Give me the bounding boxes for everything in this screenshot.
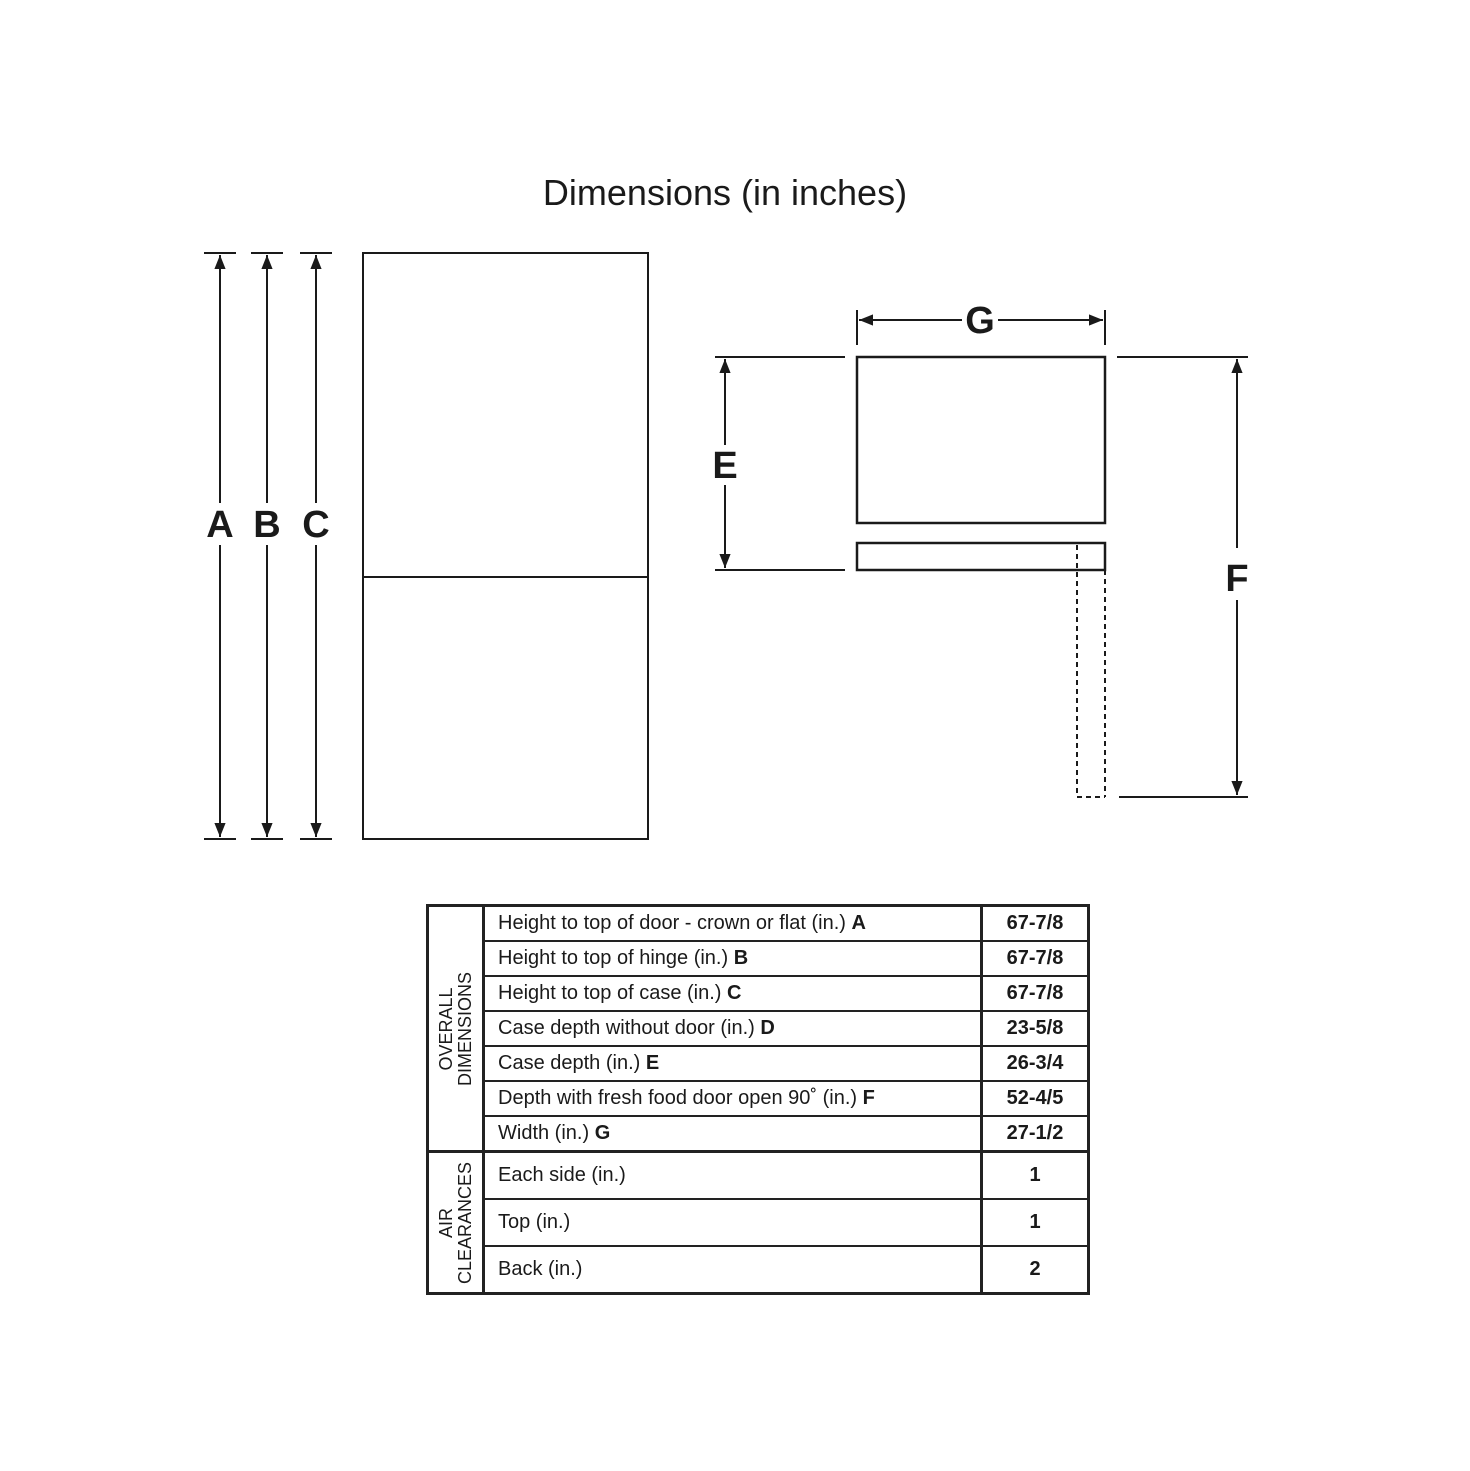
group-heading-air-clearances: AIR CLEARANCES xyxy=(428,1152,484,1294)
row-value: 26-3/4 xyxy=(982,1046,1089,1081)
row-value: 52-4/5 xyxy=(982,1081,1089,1116)
row-value: 67-7/8 xyxy=(982,906,1089,942)
case-top-outline xyxy=(857,357,1105,523)
dim-label-f: F xyxy=(1225,558,1249,600)
diagram-title: Dimensions (in inches) xyxy=(542,172,908,213)
row-label: Height to top of case (in.) C xyxy=(484,976,982,1011)
row-label: Height to top of door - crown or flat (in.) A xyxy=(484,906,982,942)
row-label: Case depth (in.) E xyxy=(484,1046,982,1081)
dim-label-e: E xyxy=(712,445,738,487)
top-dimension-lines xyxy=(715,310,1248,797)
row-value: 67-7/8 xyxy=(982,976,1089,1011)
row-label: Width (in.) G xyxy=(484,1116,982,1152)
table-row xyxy=(428,1246,1089,1294)
table-row xyxy=(428,976,1089,1011)
row-value: 27-1/2 xyxy=(982,1116,1089,1152)
row-value: 2 xyxy=(982,1246,1089,1294)
dim-label-b: B xyxy=(253,504,281,546)
table-row xyxy=(428,1116,1089,1152)
table-row xyxy=(428,1046,1089,1081)
row-value: 23-5/8 xyxy=(982,1011,1089,1046)
table-row xyxy=(428,1199,1089,1246)
row-label: Height to top of hinge (in.) B xyxy=(484,941,982,976)
height-dimension-lines xyxy=(204,253,332,839)
row-label: Top (in.) xyxy=(484,1199,982,1246)
row-value: 1 xyxy=(982,1199,1089,1246)
table-row xyxy=(428,1152,1089,1200)
door-top-outline xyxy=(857,543,1105,570)
specifications-table xyxy=(426,904,1090,1295)
group-heading-overall-dimensions: OVERALL DIMENSIONS xyxy=(428,906,484,1152)
front-view xyxy=(363,253,648,839)
table-row xyxy=(428,1011,1089,1046)
dim-label-a: A xyxy=(206,504,234,546)
table-row xyxy=(428,1081,1089,1116)
row-label: Each side (in.) xyxy=(484,1152,982,1200)
table-row xyxy=(428,941,1089,976)
dim-label-c: C xyxy=(302,504,330,546)
refrigerator-front-outline xyxy=(363,253,648,839)
row-value: 1 xyxy=(982,1152,1089,1200)
top-view xyxy=(857,357,1105,797)
dim-label-g: G xyxy=(965,300,995,342)
table-row xyxy=(428,906,1089,942)
row-label: Case depth without door (in.) D xyxy=(484,1011,982,1046)
row-label: Depth with fresh food door open 90˚ (in.) F xyxy=(484,1081,982,1116)
row-label: Back (in.) xyxy=(484,1246,982,1294)
row-value: 67-7/8 xyxy=(982,941,1089,976)
